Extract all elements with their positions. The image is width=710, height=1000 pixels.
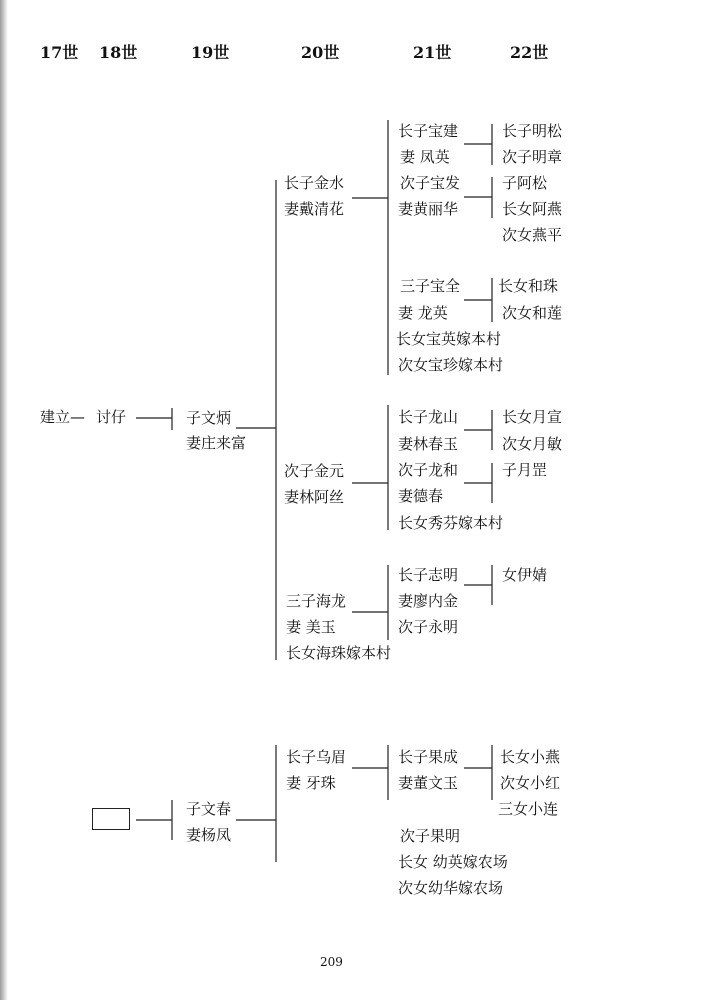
person-xiaohong: 次女小红 xyxy=(500,774,561,792)
person-baoquan: 三子宝全 xyxy=(400,277,461,295)
generation-21: 21世 xyxy=(413,43,452,62)
person-baojian: 长子宝建 xyxy=(398,122,459,140)
person-guocheng-wife: 妻董文玉 xyxy=(398,774,459,792)
person-jinyuan: 次子金元 xyxy=(284,462,345,480)
person-guoming: 次子果明 xyxy=(400,827,461,845)
person-longhe: 次子龙和 xyxy=(398,461,459,479)
person-baoying: 长女宝英嫁本村 xyxy=(396,330,502,348)
person-xiaolian: 三女小连 xyxy=(498,800,559,818)
person-jianli: 建立— xyxy=(40,408,86,426)
person-jinshui: 长子金水 xyxy=(284,174,345,192)
person-guocheng: 长子果成 xyxy=(398,748,459,766)
person-helian: 次女和莲 xyxy=(502,304,563,322)
person-yuemin: 次女月敏 xyxy=(502,435,563,453)
person-ayan: 长女阿燕 xyxy=(502,200,563,218)
person-baojian-wife: 妻 凤英 xyxy=(400,148,450,166)
person-jinyuan-wife: 妻林阿丝 xyxy=(284,488,345,506)
person-zhiming-wife: 妻廖内金 xyxy=(398,592,459,610)
page-number: 209 xyxy=(320,955,343,969)
person-wenbing: 子文炳 xyxy=(186,409,232,427)
blank-name-box xyxy=(92,808,130,830)
person-taozai: 讨仔 xyxy=(96,408,127,426)
generation-18: 18世 xyxy=(99,43,138,62)
generation-17: 17世 xyxy=(40,43,79,62)
person-zhiming: 长子志明 xyxy=(398,566,459,584)
person-baozhen: 次女宝珍嫁本村 xyxy=(398,356,504,374)
person-yuecheng: 子月罡 xyxy=(502,461,548,479)
person-yijing: 女伊婧 xyxy=(502,566,548,584)
person-xiufen: 长女秀芬嫁本村 xyxy=(398,514,504,532)
generation-22: 22世 xyxy=(510,43,549,62)
person-hezhu: 长女和珠 xyxy=(498,277,559,295)
person-hailong-wife: 妻 美玉 xyxy=(286,618,336,636)
person-longshan-wife: 妻林春玉 xyxy=(398,435,459,453)
person-baofa-wife: 妻黄丽华 xyxy=(398,200,459,218)
person-wenchun-wife: 妻杨凤 xyxy=(186,826,232,844)
person-longshan: 长子龙山 xyxy=(398,408,459,426)
person-wumei-wife: 妻 牙珠 xyxy=(286,774,336,792)
person-asong: 子阿松 xyxy=(502,174,548,192)
person-longhe-wife: 妻德春 xyxy=(398,487,444,505)
person-baoquan-wife: 妻 龙英 xyxy=(398,304,448,322)
person-mingzhang: 次子明章 xyxy=(502,148,563,166)
person-yuexuan: 长女月宣 xyxy=(502,408,563,426)
generation-19: 19世 xyxy=(191,43,230,62)
person-yanping: 次女燕平 xyxy=(502,226,563,244)
person-baofa: 次子宝发 xyxy=(400,174,461,192)
person-xiaoyan: 长女小燕 xyxy=(500,748,561,766)
person-wumei: 长子乌眉 xyxy=(286,748,347,766)
person-jinshui-wife: 妻戴清花 xyxy=(284,200,345,218)
person-haizhu: 长女海珠嫁本村 xyxy=(286,644,392,662)
generation-20: 20世 xyxy=(301,43,340,62)
person-wenchun: 子文春 xyxy=(186,800,232,818)
person-hailong: 三子海龙 xyxy=(286,592,347,610)
person-yongming: 次子永明 xyxy=(398,618,459,636)
person-youhua: 次女幼华嫁农场 xyxy=(398,879,504,897)
person-wenbing-wife: 妻庄来富 xyxy=(186,434,247,452)
person-mingsong: 长子明松 xyxy=(502,122,563,140)
person-youying: 长女 幼英嫁农场 xyxy=(398,853,508,871)
